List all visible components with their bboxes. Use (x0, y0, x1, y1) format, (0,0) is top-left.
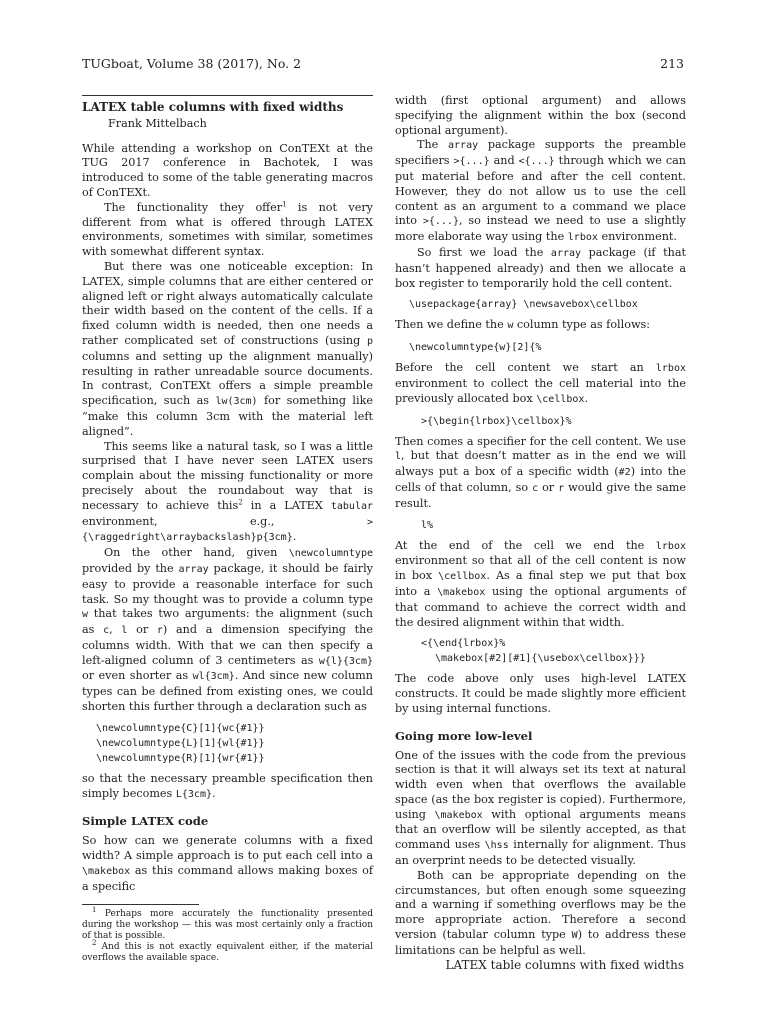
left-paragraph-3: But there was one noticeable exception: In LATEX, simple columns that are either centered or aligned left or right always automatically calculate their width based on the content of the cells. If a fixed column width is needed, then one needs a rather complicated set of constructions (using p columns and setting up the alignment manually) resulting in rather unreadable source documents. In contrast, ConTEXt offers a simple preamble specification, such as lw(3cm) for something like “make this column 3cm with the material left aligned”. (82, 259, 373, 438)
right-paragraph-4: Then we define the w column type as follows: (395, 318, 651, 332)
running-footer: LATEX table columns with fixed widths (445, 958, 684, 972)
left-paragraph-1: While attending a workshop on ConTEXt at the TUG 2017 conference in Bachotek, I was introduced to some of the table generating macros of ConTEXt. (82, 141, 373, 199)
right-column (395, 94, 686, 959)
left-paragraph-4: This seems like a natural task, so I was a little surprised that I have never seen LATEX users complain about the missing functionality or more precisely about the roundabout way that is necessary to achieve this$^2$ in a LATEX tabular environment, e.g., >{\raggedright\arraybackslash}p{3cm}. (82, 439, 374, 544)
footnote-rule (82, 904, 199, 905)
right-paragraph-2: The array package supports the preamble specifiers >{...} and <{...} through which we can put material before and after the cell content. However, they do not allow us to use the cell content as an argument to a command we place into >{...}, so instead we need to use a slightly more elaborate way using the lrbox environment. (395, 138, 686, 244)
section-heading-going-more-low-level: Going more low-level (395, 728, 533, 743)
code-block-begin-lrbox: >{\begin{lrbox}\cellbox}% (421, 415, 572, 427)
left-paragraph-7: So how can we generate columns with a fixed width? A simple approach is to put each cell into a \makebox as this command allows making boxes of a specific (82, 834, 373, 893)
left-column (82, 94, 373, 964)
left-paragraph-6: so that the necessary preamble specification then simply becomes L{3cm}. (82, 771, 373, 800)
left-paragraph-2: The functionality they offer$^1$ is not very different from what is offered through LATEX environments, sometimes with similar, sometimes with somewhat different syntax. (82, 200, 373, 259)
code-block-usepackage: \usepackage{array} \newsavebox\cellbox (409, 299, 638, 311)
footnote-ref-2: 2 (238, 497, 243, 506)
right-paragraph-8: The code above only uses high-level LATEX constructs. It could be made slightly more efficient by using internal functions. (395, 672, 686, 715)
right-paragraph-7: At the end of the cell we end the lrbox environment so that all of the cell content is now in box \cellbox. As a final step we put that box into a \makebox using the optional arguments of that command to achieve the correct width and the desired alignment within that width. (395, 538, 687, 629)
code-block-newcolumntypes: \newcolumntype{C}[1]{wc{#1}} \newcolumntype{L}[1]{wl{#1}} \newcolumntype{R}[1]{wr{#1}} (96, 722, 265, 764)
journal-header: TUGboat, Volume 38 (2017), No. 2 (82, 56, 302, 71)
page-number: 213 (660, 56, 684, 71)
right-paragraph-6: Then comes a specifier for the cell content. We use l, but that doesn’t matter as in the end we will always put a box of a specific width (#2) into the cells of that column, so c or r would give the same result. (395, 434, 686, 510)
code-block-end-lrbox: <{\end{lrbox}% \makebox[#2][#1]{\usebox\cellbox}}} (421, 638, 646, 665)
code-block-define-w: \newcolumntype{w}[2]{% (409, 342, 542, 354)
right-paragraph-1: width (first optional argument) and allows specifying the alignment within the box (second optional argument). (395, 94, 686, 137)
footnote-ref-1: 1 (282, 200, 287, 209)
right-paragraph-5: Before the cell content we start an lrbox environment to collect the cell material into the previously allocated box \cellbox. (395, 361, 686, 405)
right-paragraph-10: Both can be appropriate depending on the circumstances, but often enough some squeezing and a warning if something overflows may be the more appropriate action. Therefore a second version (tabular column type W) to address these limitations can be helpful as well. (395, 868, 686, 957)
footnote-1: $^1$ Perhaps more accurately the functionality presented during the workshop — this was most certainly only a fraction of that is possible. (82, 906, 373, 942)
footnote-2: $^2$ And this is not exactly equivalent either, if the material overflows the available space. (82, 939, 373, 964)
right-paragraph-3: So first we load the array package (if that hasn’t happened already) and then we allocate a box register to temporarily hold the cell content. (395, 245, 686, 290)
section-heading-simple-latex-code: Simple LATEX code (82, 814, 209, 829)
article-title: LATEX table columns with fixed widths (82, 100, 344, 114)
code-block-l-spec: l% (421, 519, 434, 531)
right-paragraph-9: One of the issues with the code from the previous section is that it will always set its text at natural width even when that overflows the available space (as the box register is copied). Furthermore, using \makebox with optional arguments means that an overflow will be silently accepted, as that command uses \hss internally for alignment. Thus an overprint needs to be detected visually. (395, 748, 686, 868)
article-author: Frank Mittelbach (108, 116, 207, 130)
left-paragraph-5: On the other hand, given \newcolumntype provided by the array package, it should be fairly easy to provide a reasonable interface for such task. So my thought was to provide a column type w that takes two arguments: the alignment (such as c, l or r) and a dimension specifying the columns width. With that we can then specify a left-aligned column of 3 centimeters as w{l}{3cm} or even shorter as wl{3cm}. And since new column types can be defined from existing ones, we could shorten this further through a declaration such as (82, 546, 373, 714)
